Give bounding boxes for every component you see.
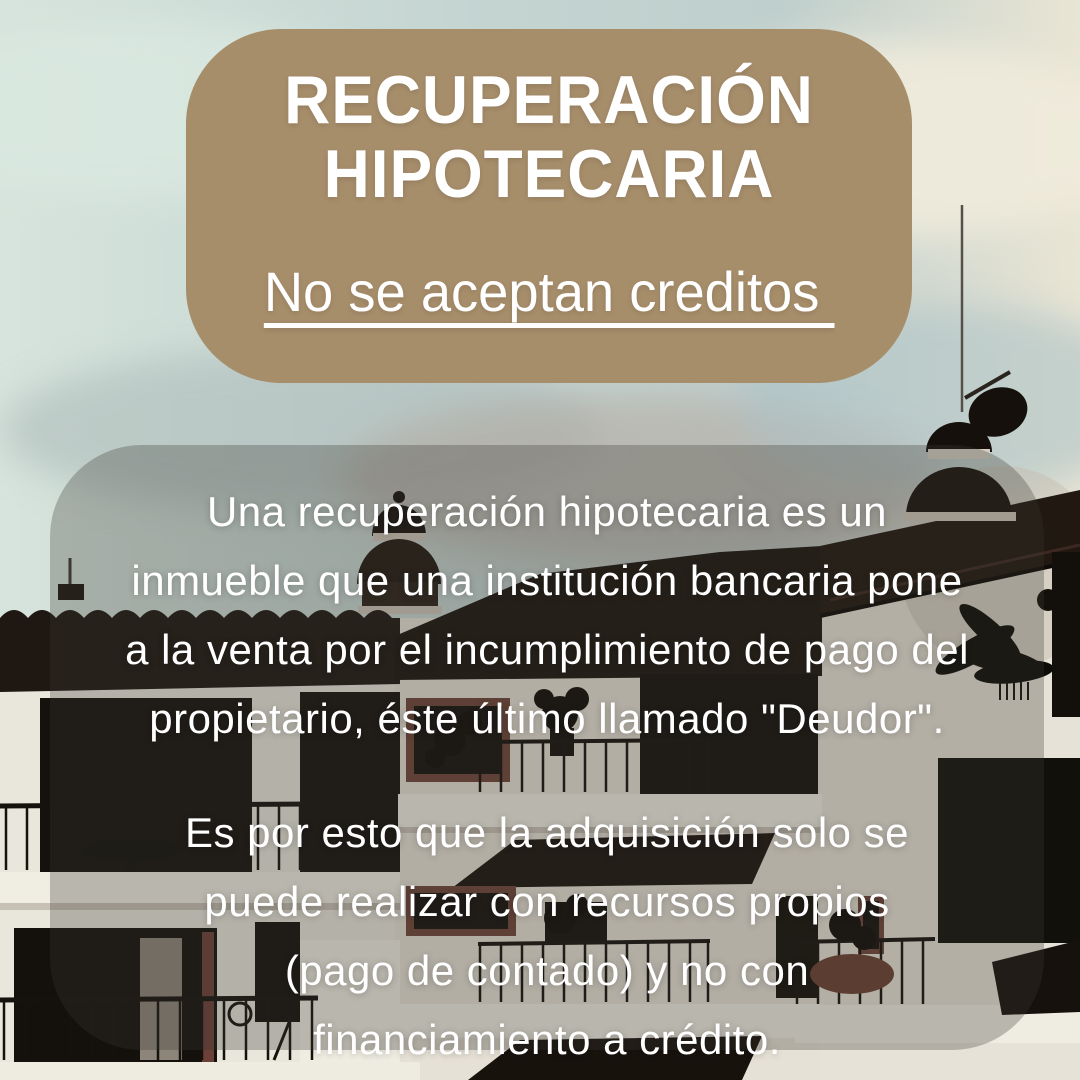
body-line: (pago de contado) y no con bbox=[284, 947, 810, 994]
body-line: Es por esto que la adquisición solo se bbox=[184, 809, 910, 856]
paragraph-cash-only bbox=[50, 798, 1044, 1074]
body-line: inmueble que una institución bancaria pone bbox=[131, 557, 963, 604]
body-line: a la venta por el incumplimiento de pago del bbox=[125, 626, 969, 673]
body-panel bbox=[50, 445, 1044, 1063]
body-line: financiamiento a crédito. bbox=[313, 1016, 781, 1063]
poster-title bbox=[208, 63, 890, 211]
body-line: propietario, éste último llamado "Deudor". bbox=[149, 695, 945, 742]
title-line-2: HIPOTECARIA bbox=[323, 136, 775, 212]
title-line-1: RECUPERACIÓN bbox=[284, 62, 814, 138]
header-panel bbox=[186, 29, 912, 383]
body-line: puede realizar con recursos propios bbox=[204, 878, 890, 925]
paragraph-definition bbox=[50, 477, 1044, 753]
body-line: Una recuperación hipotecaria es un bbox=[206, 488, 888, 535]
poster-subtitle: No se aceptan creditos bbox=[263, 260, 835, 323]
body-text bbox=[50, 477, 1044, 1074]
